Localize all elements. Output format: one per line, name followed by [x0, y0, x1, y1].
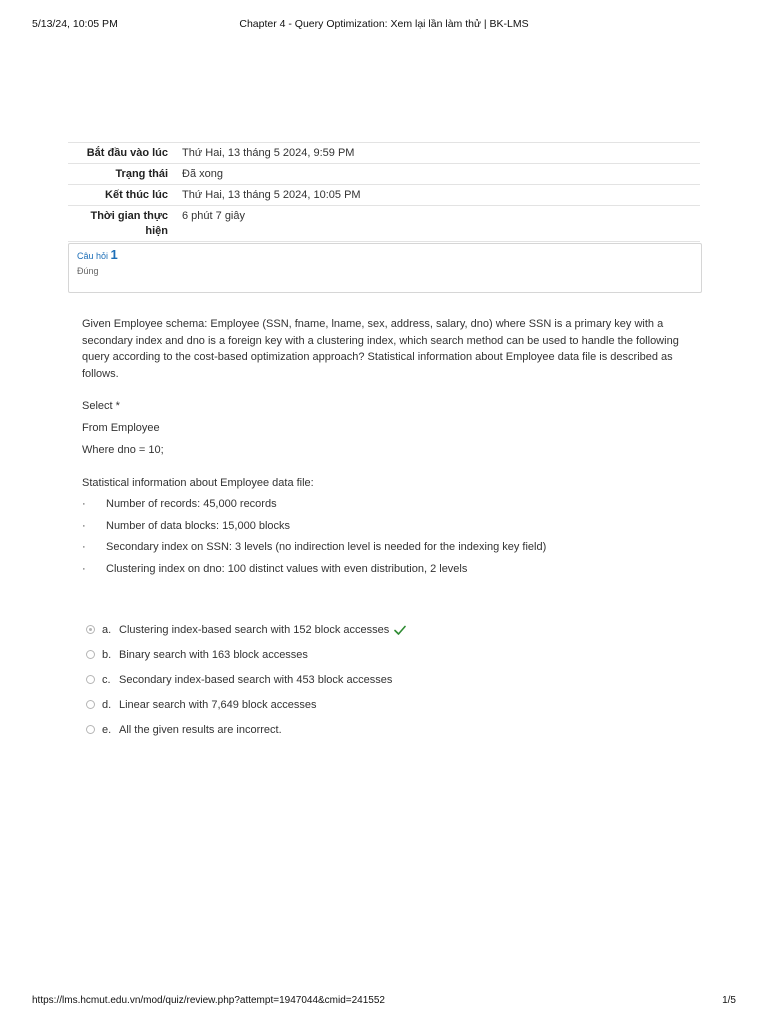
- answer-option-c[interactable]: [86, 667, 686, 692]
- print-footer: [32, 995, 736, 1009]
- bullet-icon: ·: [82, 562, 86, 575]
- radio-button[interactable]: [86, 725, 95, 734]
- radio-button[interactable]: [86, 650, 95, 659]
- summary-label: Trạng thái: [68, 164, 176, 185]
- bullet-icon: ·: [82, 498, 86, 510]
- option-text: Secondary index-based search with 453 block accesses: [119, 673, 393, 686]
- print-datetime: 5/13/24, 10:05 PM: [32, 18, 118, 30]
- stats-title: Statistical information about Employee data file:: [82, 476, 314, 489]
- answer-option-a[interactable]: [86, 617, 686, 642]
- list-item: · Clustering index on dno: 100 distinct values with even distribution, 2 levels: [82, 561, 692, 578]
- print-header: [32, 18, 736, 32]
- summary-value: Đã xong: [176, 164, 700, 185]
- sql-line: Where dno = 10;: [82, 444, 164, 456]
- summary-value: Thứ Hai, 13 tháng 5 2024, 9:59 PM: [176, 143, 700, 164]
- answer-options: [86, 617, 686, 742]
- list-item: · Number of data blocks: 15,000 blocks: [82, 518, 692, 535]
- sql-line: Select *: [82, 400, 120, 412]
- page-number: 1/5: [722, 995, 736, 1006]
- check-icon: [394, 625, 406, 635]
- option-text: All the given results are incorrect.: [119, 723, 282, 736]
- radio-button[interactable]: [86, 700, 95, 709]
- option-letter: a.: [102, 623, 112, 636]
- list-item: · Number of records: 45,000 records: [82, 496, 692, 513]
- print-page-title: Chapter 4 - Query Optimization: Xem lại lần làm thử | BK-LMS: [239, 18, 529, 30]
- option-letter: d.: [102, 698, 112, 711]
- page-url: https://lms.hcmut.edu.vn/mod/quiz/review.php?attempt=1947044&cmid=241552: [32, 995, 385, 1006]
- summary-label: Kết thúc lúc: [68, 185, 176, 206]
- answer-option-e[interactable]: [86, 717, 686, 742]
- summary-row-completed: [68, 185, 700, 206]
- option-letter: e.: [102, 723, 112, 736]
- attempt-summary-table: [68, 142, 700, 242]
- question-number-value: 1: [110, 247, 118, 262]
- question-info-box: [68, 243, 702, 293]
- summary-row-time-taken: [68, 206, 700, 242]
- summary-value: 6 phút 7 giây: [176, 206, 700, 242]
- bullet-icon: ·: [82, 541, 86, 553]
- bullet-icon: ·: [82, 519, 86, 532]
- option-letter: c.: [102, 673, 111, 686]
- sql-line: From Employee: [82, 422, 160, 434]
- question-number-prefix: Câu hỏi: [77, 251, 109, 261]
- summary-row-started: [68, 143, 700, 164]
- sql-query: [82, 398, 692, 459]
- stats-list: [82, 496, 692, 577]
- question-state: Đúng: [77, 266, 99, 276]
- option-text: Binary search with 163 block accesses: [119, 648, 308, 661]
- radio-button-selected[interactable]: [86, 625, 95, 634]
- answer-option-b[interactable]: [86, 642, 686, 667]
- summary-value: Thứ Hai, 13 tháng 5 2024, 10:05 PM: [176, 185, 700, 206]
- summary-label: Thời gian thực hiện: [68, 206, 176, 242]
- answer-option-d[interactable]: [86, 692, 686, 717]
- option-text: Linear search with 7,649 block accesses: [119, 698, 317, 711]
- option-letter: b.: [102, 648, 112, 661]
- question-text: [82, 316, 692, 582]
- list-item: · Secondary index on SSN: 3 levels (no indirection level is needed for the indexing key field): [82, 539, 692, 556]
- question-number: [77, 248, 693, 263]
- radio-button[interactable]: [86, 675, 95, 684]
- summary-label: Bắt đầu vào lúc: [68, 143, 176, 164]
- option-text: Clustering index-based search with 152 block accesses: [119, 623, 390, 636]
- question-intro: Given Employee schema: Employee (SSN, fname, lname, sex, address, salary, dno) where SSN is a primary key with a secondary index and dno is a foreign key with a clustering index, which search method can be used to handle the following query according to the cost-based optimization approach? Statistical information about Employee data file is described as follows.: [82, 318, 679, 380]
- summary-row-state: [68, 164, 700, 185]
